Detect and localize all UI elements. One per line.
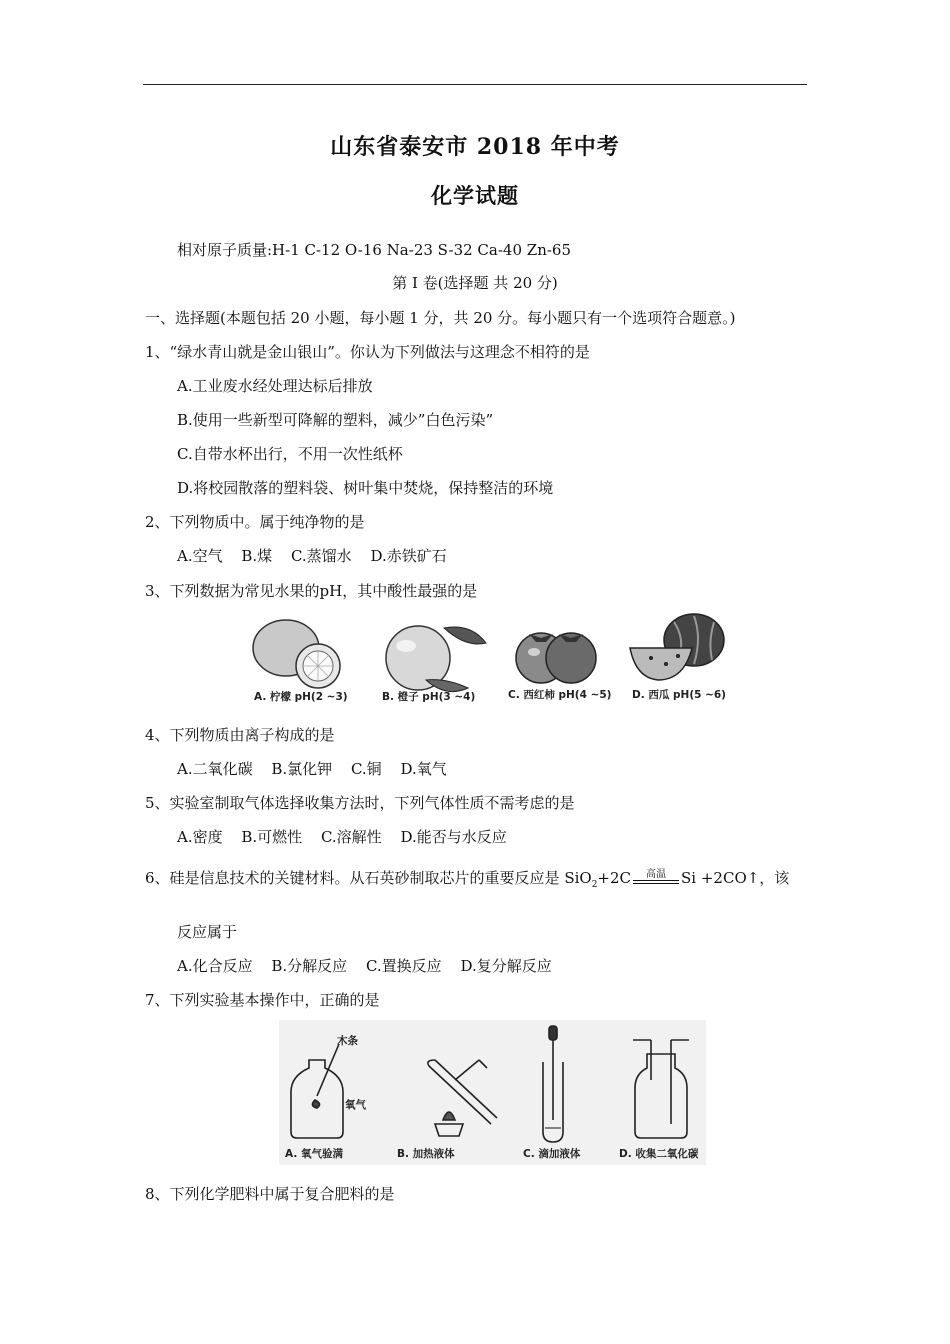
q5-option-c: C.溶解性 [320,828,382,846]
q2-options [177,546,447,566]
q6-option-d: D.复分解反应 [460,957,552,975]
q5-option-a: A.密度 [177,828,223,846]
tomato-image [516,633,596,683]
exam-title: 山东省泰安市 2018 年中考 [330,134,620,160]
label-oxygen: 氧气 [345,1099,366,1111]
fig3-caption-d: D. 西瓜 pH(5 ~6) [632,689,726,701]
q2-option-a: A.空气 [177,547,223,565]
q6-option-b: B.分解反应 [271,957,348,975]
fig7-caption-c: C. 滴加液体 [523,1148,581,1160]
q1-option-d: D.将校园散落的塑料袋、树叶集中焚烧，保持整洁的环境 [177,479,554,497]
q1-option-b: B.使用一些新型可降解的塑料，减少”白色污染” [177,411,494,429]
fig7-caption-d: D. 收集二氧化碳 [619,1148,699,1160]
question-7-stem: 7、下列实验基本操作中，正确的是 [145,991,380,1009]
label-stick: 木条 [337,1035,358,1047]
q2-option-d: D.赤铁矿石 [370,547,447,565]
q2-option-b: B.煤 [241,547,273,565]
q4-option-c: C.铜 [350,760,382,778]
lab-operations-figure [279,1020,706,1165]
exam-subtitle: 化学试题 [431,183,519,208]
fig3-caption-b: B. 橙子 pH(3 ~4) [382,691,476,703]
question-6-stem [145,868,789,895]
q5-option-d: D.能否与水反应 [400,828,507,846]
question-8-stem: 8、下列化学肥料中属于复合肥料的是 [145,1185,395,1203]
question-4-stem: 4、下列物质由离子构成的是 [145,726,335,744]
volume-heading: 第 I 卷(选择题 共 20 分) [392,274,558,292]
question-2-stem: 2、下列物质中。属于纯净物的是 [145,513,365,531]
reaction-condition [633,868,679,888]
header-rule [143,84,807,85]
watermelon-image [630,614,724,680]
fruit-ph-figure [246,608,736,708]
q6-option-a: A.化合反应 [177,957,253,975]
section-heading: 一、选择题(本题包括 20 小题，每小题 1 分，共 20 分。每小题只有一个选项符合题意。) [145,309,736,327]
fig7-caption-a: A. 氧气验满 [285,1148,343,1160]
q6-stem-continued: 反应属于 [177,923,238,941]
q2-option-c: C.蒸馏水 [290,547,352,565]
q4-option-a: A.二氧化碳 [177,760,253,778]
q6-option-c: C.置换反应 [365,957,442,975]
atomic-masses: 相对原子质量:H-1 C-12 O-16 Na-23 S-32 Ca-40 Zn-65 [177,241,572,259]
q1-option-a: A.工业废水经处理达标后排放 [177,377,373,395]
question-5-stem: 5、实验室制取气体选择收集方法时，下列气体性质不需考虑的是 [145,794,575,812]
q6-subscript: 2 [591,880,598,890]
q4-option-d: D.氧气 [400,760,447,778]
q1-option-c: C.自带水杯出行，不用一次性纸杯 [177,445,403,463]
q5-option-b: B.可燃性 [241,828,303,846]
question-1-stem: 1、“绿水青山就是金山银山”。你认为下列做法与这理念不相符的是 [145,343,590,361]
fig3-caption-c: C. 西红柿 pH(4 ~5) [508,689,612,701]
fig3-caption-a: A. 柠檬 pH(2 ~3) [254,691,348,703]
q6-options [177,956,552,976]
q6-reactant: +2C [597,869,632,887]
question-3-stem: 3、下列数据为常见水果的pH，其中酸性最强的是 [145,582,478,600]
condition-label: 高温 [646,869,667,880]
q4-option-b: B.氯化钾 [271,760,333,778]
q4-options [177,759,447,779]
lemon-image [253,620,340,688]
q6-stem-text: 6、硅是信息技术的关键材料。从石英砂制取芯片的重要反应是 SiO [145,869,592,887]
q6-product: Si +2CO↑，该 [681,869,790,887]
orange-image [386,626,486,692]
q5-options [177,827,507,847]
fig7-caption-b: B. 加热液体 [397,1148,455,1160]
